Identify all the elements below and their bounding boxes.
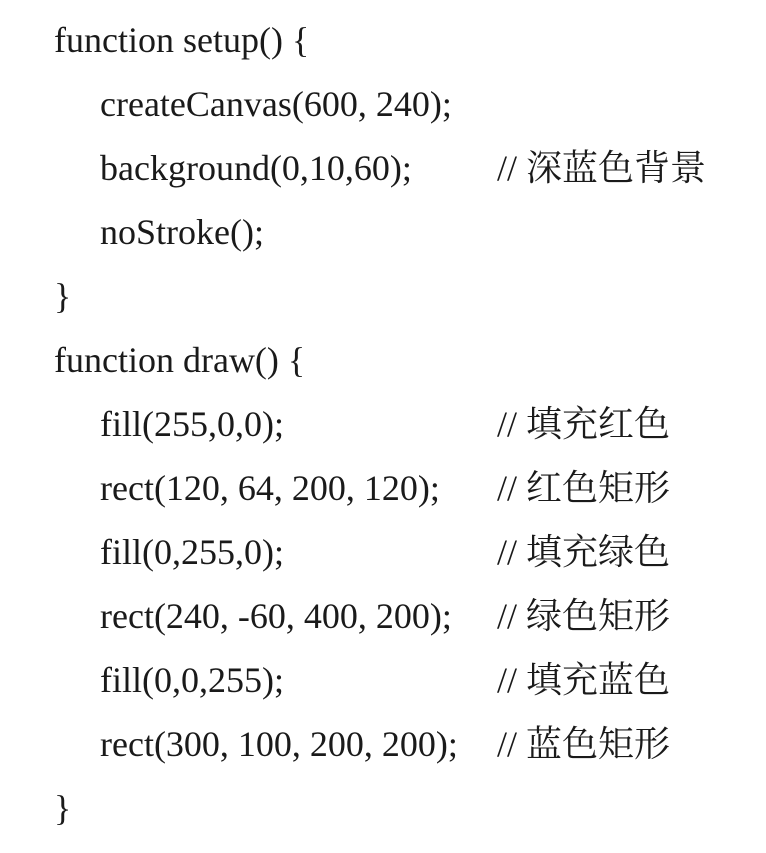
code-text: rect(300, 100, 200, 200); — [100, 724, 458, 764]
code-text: function draw() { — [54, 340, 306, 380]
code-text: fill(0,255,0); — [100, 532, 284, 572]
code-text: background(0,10,60); — [100, 148, 412, 188]
code-comment: // 绿色矩形 — [497, 596, 671, 636]
code-text: function setup() { — [54, 20, 310, 60]
code-text: fill(255,0,0); — [100, 404, 284, 444]
code-text: rect(120, 64, 200, 120); — [100, 468, 440, 508]
code-text: rect(240, -60, 400, 200); — [100, 596, 452, 636]
code-text: } — [54, 276, 72, 316]
code-comment: // 蓝色矩形 — [497, 724, 671, 764]
code-comment: // 填充红色 — [497, 404, 671, 444]
code-text: fill(0,0,255); — [100, 660, 284, 700]
code-comment: // 填充蓝色 — [497, 660, 671, 700]
code-text: noStroke(); — [100, 212, 264, 252]
code-comment: // 深蓝色背景 — [497, 148, 707, 188]
code-comment: // 红色矩形 — [497, 468, 671, 508]
code-text: } — [54, 788, 72, 828]
code-comment: // 填充绿色 — [497, 532, 671, 572]
code-text: createCanvas(600, 240); — [100, 84, 452, 124]
